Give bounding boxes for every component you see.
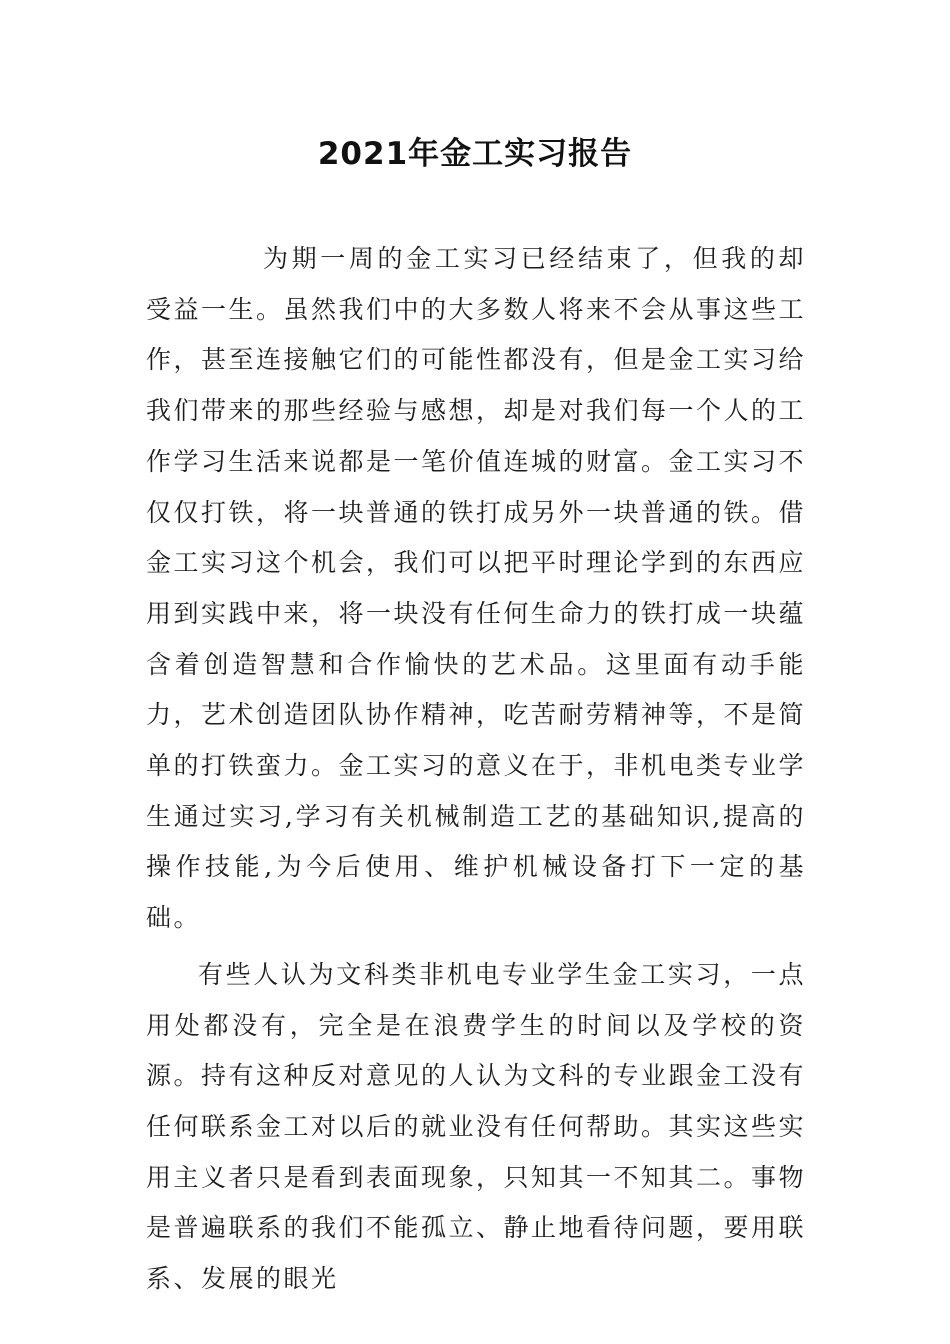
paragraph-1: 为期一周的金工实习已经结束了，但我的却受益一生。虽然我们中的大多数人将来不会从事这些工作，甚至连接触它们的可能性都没有，但是金工实习给我们带来的那些经验与感想，却是对我们每一个人的工作学习生活来说都是一笔价值连城的财富。金工实习不仅仅打铁，将一块普通的铁打成另外一块普通的铁。借金工实习这个机会，我们可以把平时理论学到的东西应用到实践中来，将一块没有任何生命力的铁打成一块蕴含着创造智慧和合作愉快的艺术品。这里面有动手能力，艺术创造团队协作精神，吃苦耐劳精神等，不是简单的打铁蛮力。金工实习的意义在于，非机电类专业学生通过实习,学习有关机械制造工艺的基础知识,提高的操作技能,为今后使用、维护机械设备打下一定的基础。 [146,244,807,933]
document-body [146,234,806,1305]
paragraph-2: 有些人认为文科类非机电专业学生金工实习，一点用处都没有，完全是在浪费学生的时间以及学校的资源。持有这种反对意见的人认为文科的专业跟金工没有任何联系金工对以后的就业没有任何帮助。其实这些实用主义者只是看到表面现象，只知其一不知其二。事物是普遍联系的我们不能孤立、静止地看待问题，要用联系、发展的眼光 [146,959,807,1294]
document-title: 2021年金工实习报告 [317,136,633,172]
